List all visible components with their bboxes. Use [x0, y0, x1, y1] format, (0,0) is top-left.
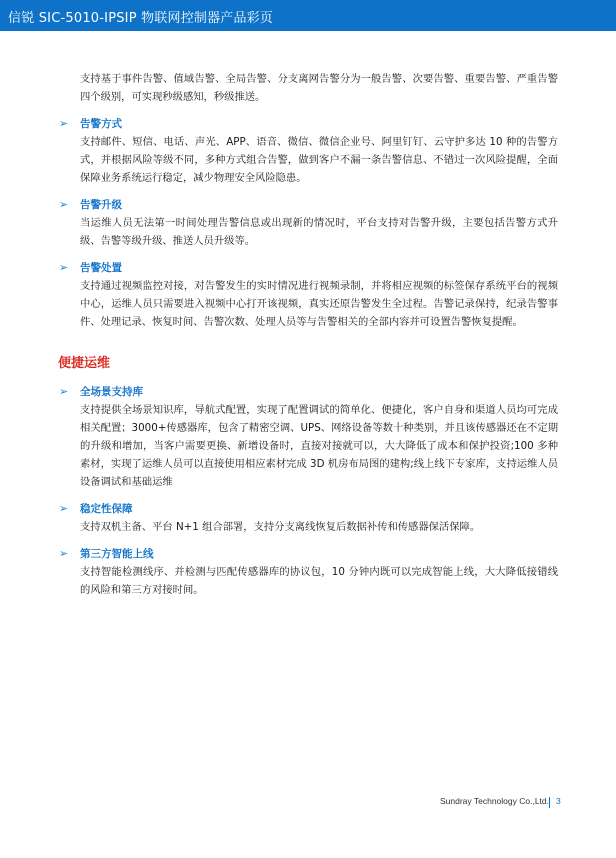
chevron-right-icon: ➢ [59, 502, 69, 515]
footer-divider [549, 797, 550, 808]
chevron-right-icon: ➢ [59, 261, 69, 274]
chevron-right-icon: ➢ [59, 117, 69, 130]
item-title: 第三方智能上线 [80, 548, 154, 560]
alarm-item-escalation [58, 196, 558, 250]
chevron-right-icon: ➢ [59, 547, 69, 560]
alarm-item-method [58, 115, 558, 187]
item-text: 支持邮件、短信、电话、声光、APP、语音、微信、微信企业号、阿里钉钉、云守护多达 10 种的告警方式，并根据风险等级不同，多种方式组合告警，做到客户不漏一条告警信息、不错过一次风险提醒，全面保障业务系统运行稳定，减少物理安全风险隐患。 [80, 136, 558, 184]
chevron-right-icon: ➢ [59, 198, 69, 211]
ops-item-stability [58, 500, 558, 536]
section-title: 便捷运维 [58, 356, 111, 371]
header-title: 信锐 SIC-5010-IPSIP 物联网控制器产品彩页 [8, 11, 274, 26]
item-text: 支持双机主备、平台 N+1 组合部署，支持分支离线恢复后数据补传和传感器保活保障。 [80, 521, 481, 533]
page-content [58, 70, 558, 599]
chevron-right-icon: ➢ [59, 385, 69, 398]
item-title: 告警升级 [80, 199, 122, 211]
item-title: 稳定性保障 [80, 503, 133, 515]
item-title: 全场景支持库 [80, 386, 143, 398]
alarm-item-handling [58, 259, 558, 331]
footer-company: Sundray Technology Co.,Ltd. [440, 796, 549, 806]
page-number: 3 [556, 796, 561, 806]
ops-item-third-party [58, 545, 558, 599]
item-text: 支持通过视频监控对接，对告警发生的实时情况进行视频录制，并将相应视频的标签保存系统平台的视频中心，运维人员只需要进入视频中心打开该视频，真实还原告警发生全过程。告警记录保持，纪录告警事件、处理记录、恢复时间、告警次数、处理人员等与告警相关的全部内容并可设置告警恢复提醒。 [80, 280, 558, 328]
item-text: 支持提供全场景知识库，导航式配置，实现了配置调试的简单化、便捷化，客户自身和渠道人员均可完成相关配置；3000+传感器库，包含了精密空调、UPS、网络设备等数十种类别，并且该传感器还在不定期的升级和增加，当客户需要更换、新增设备时，直接对接就可以，大大降低了成本和保护投资;100 多种素材，实现了运维人员可以直接使用相应素材完成 3D 机房布局图的建构;线上线下专家库，支持运维人员设备调试和基础运维 [80, 404, 558, 488]
intro-paragraph: 支持基于事件告警、值域告警、全局告警、分支离网告警分为一般告警、次要告警、重要告警、严重告警四个级别，可实现秒级感知，秒级推送。 [80, 73, 558, 103]
item-text: 支持智能检测线序、并检测与匹配传感器库的协议包，10 分钟内既可以完成智能上线，大大降低接错线的风险和第三方对接时间。 [80, 566, 558, 596]
page-header [0, 0, 616, 31]
ops-item-knowledge-base [58, 383, 558, 491]
item-text: 当运维人员无法第一时间处理告警信息或出现新的情况时，平台支持对告警升级，主要包括告警方式升级、告警等级升级、推送人员升级等。 [80, 217, 558, 247]
item-title: 告警方式 [80, 118, 122, 130]
item-title: 告警处置 [80, 262, 122, 274]
